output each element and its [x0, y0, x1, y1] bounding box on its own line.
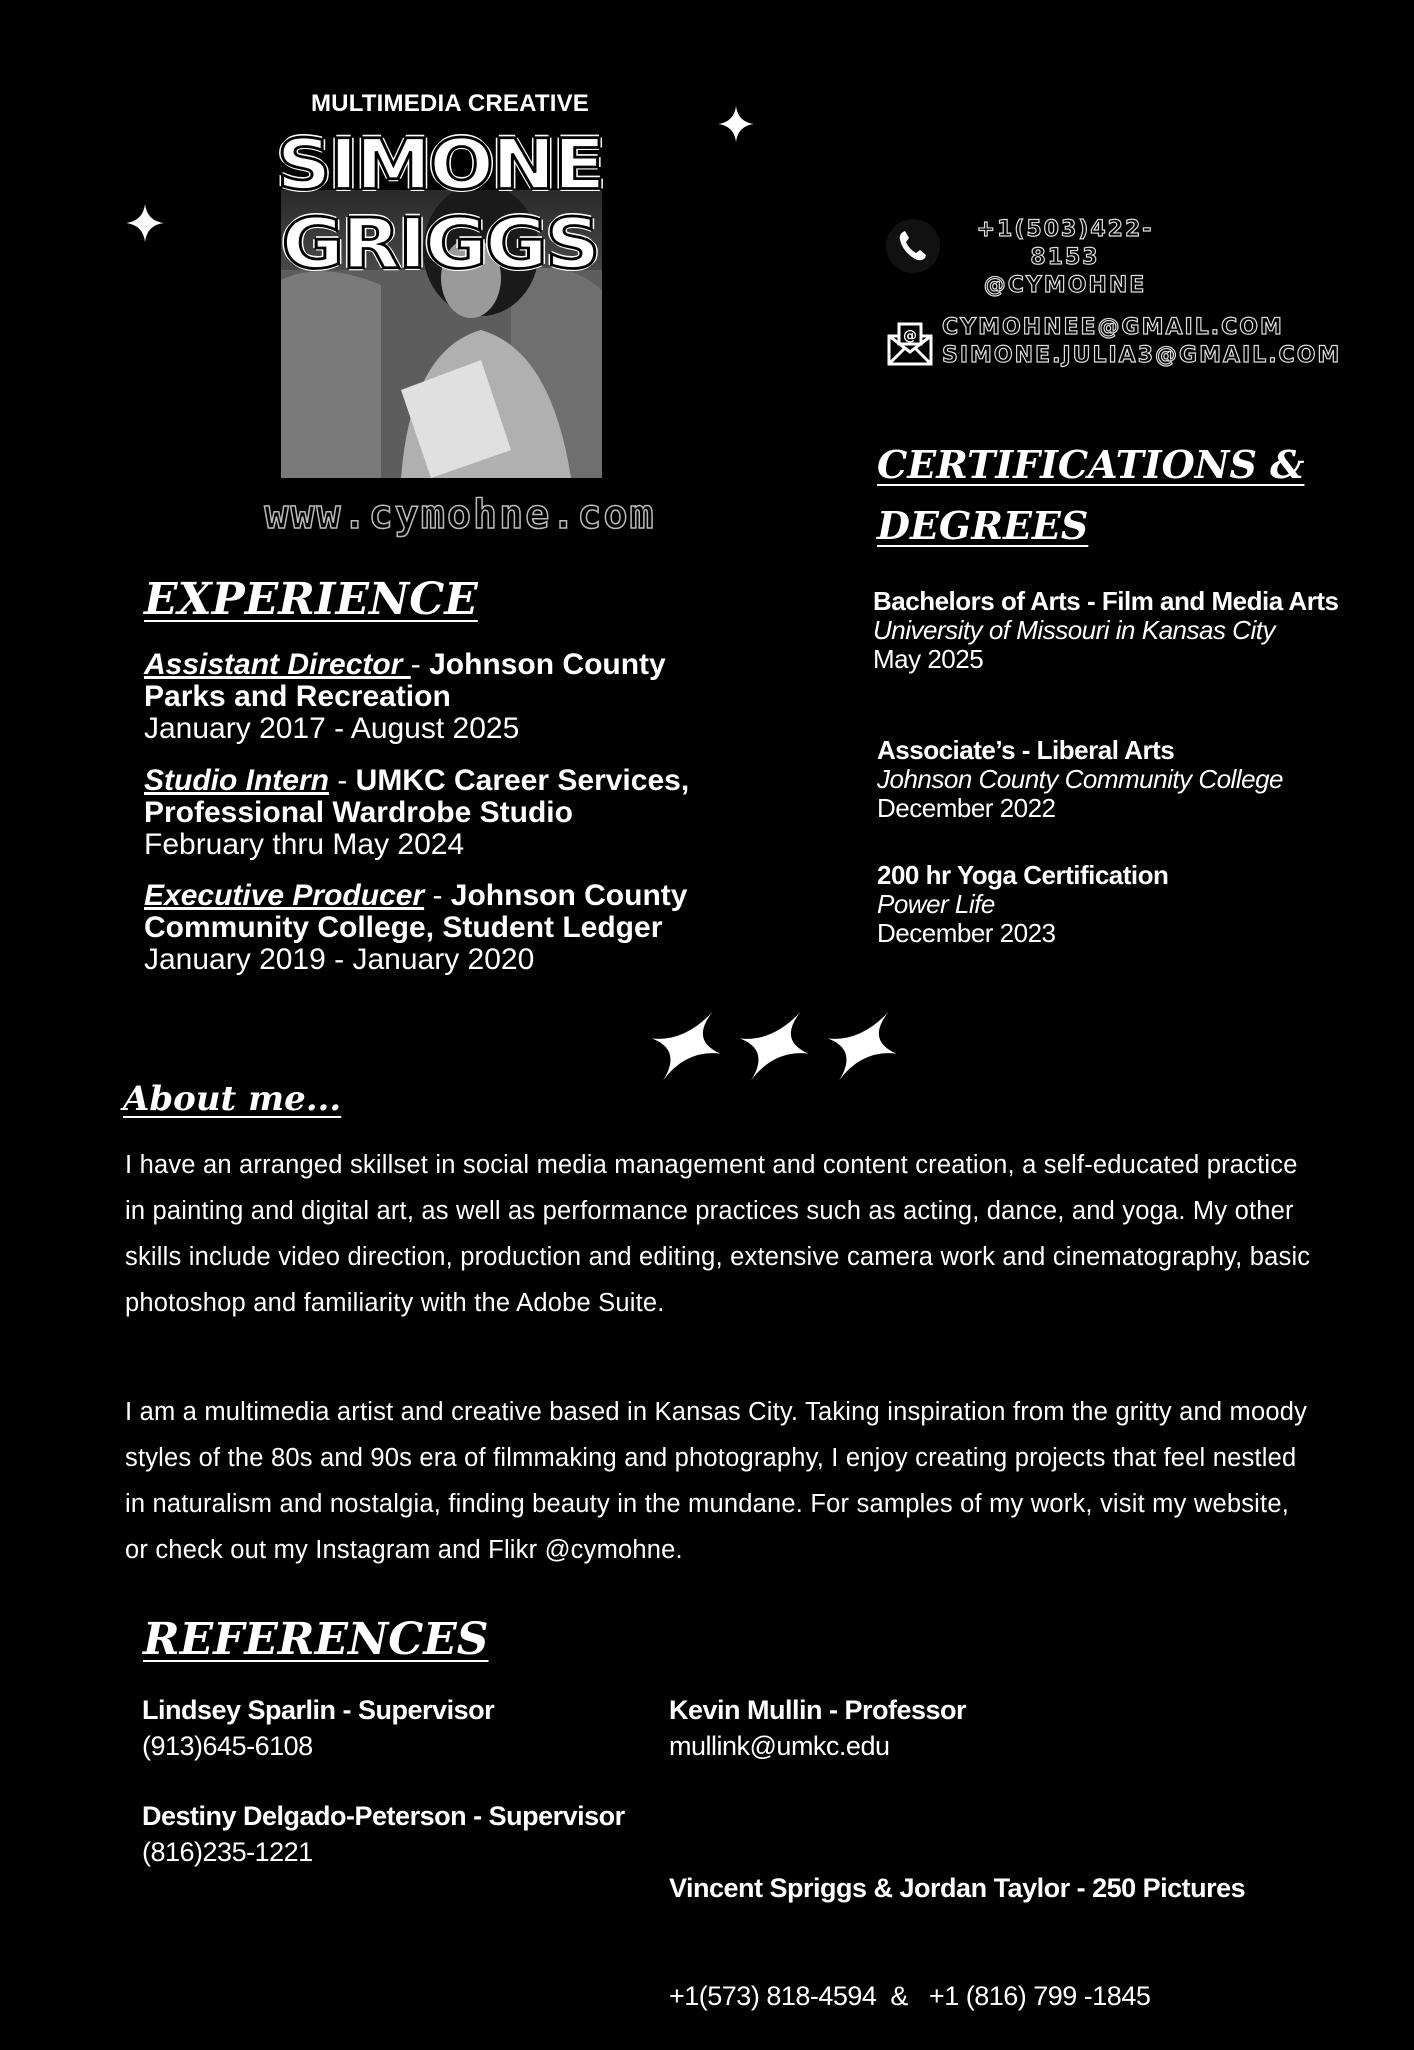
cert-date: December 2022 [877, 793, 1056, 823]
cert-date: December 2023 [877, 918, 1056, 948]
experience-date: January 2017 - August 2025 [144, 712, 520, 745]
phone-icon [885, 218, 941, 274]
experience-date: January 2019 - January 2020 [144, 943, 535, 976]
cert-item [873, 587, 1343, 674]
experience-org: Johnson County Community College, Student Ledger [144, 879, 688, 944]
email-icon [882, 316, 938, 372]
reference-contact[interactable]: (913)645-6108 [142, 1731, 313, 1761]
phone-value[interactable]: +1(503)422-8153 [976, 217, 1154, 270]
reference-item [669, 1692, 966, 1764]
experience-org: UMKC Career Services, Professional Wardrobe Studio [144, 764, 690, 829]
experience-heading: EXPERIENCE [144, 574, 478, 625]
experience-role: Studio Intern [144, 764, 329, 797]
reference-name: Lindsey Sparlin - Supervisor [142, 1695, 495, 1725]
cert-item [877, 861, 1347, 948]
svg-text:@: @ [903, 328, 917, 344]
experience-role: Executive Producer [144, 879, 425, 912]
email-secondary[interactable]: SIMONE.JULIA3@GMAIL.COM [942, 343, 1342, 368]
experience-item: Executive Producer - Johnson County Community College, Student Ledger January 2019 - January 2020 [144, 880, 744, 976]
reference-name: Vincent Spriggs & Jordan Taylor - 250 Pictures [669, 1873, 1246, 1903]
cert-institution: University of Missouri in Kansas City [873, 615, 1275, 645]
experience-item: Studio Intern - UMKC Career Services, Professional Wardrobe Studio February thru May 2024 [144, 765, 744, 861]
website-link[interactable]: www.cymohne.com [264, 492, 656, 538]
cert-title: Bachelors of Arts - Film and Media Arts [873, 586, 1339, 616]
phone-number[interactable] [950, 216, 1180, 300]
about-paragraph: I have an arranged skillset in social media management and content creation, a self-educated practice in painting and digital art, as well as performance practices such as acting, dance, and yoga. My other skills include video direction, production and editing, extensive camera work and cinematography, basic photoshop and familiarity with the Adobe Suite. [125, 1151, 1311, 1317]
social-handle[interactable]: @CYMOHNE [983, 273, 1147, 298]
cert-institution: Power Life [877, 889, 995, 919]
about-paragraph: I am a multimedia artist and creative based in Kansas City. Taking inspiration from the gritty and moody styles of the 80s and 90s era of filmmaking and photography, I enjoy creating projects that feel nestled in naturalism and nostalgia, finding beauty in the mundane. For samples of my work, visit my website, or check out my Instagram and Flikr @cymohne. [125, 1398, 1308, 1564]
experience-role: Assistant Director [144, 648, 411, 681]
experience-org: Johnson County Parks and Recreation [144, 648, 666, 713]
about-heading: About me... [123, 1079, 342, 1119]
sparkle-icon [824, 1008, 900, 1084]
sparkle-icon [736, 1008, 812, 1084]
experience-item: Assistant Director - Johnson County Parks and Recreation January 2017 - August 2025 [144, 649, 744, 745]
reference-contact[interactable]: +1(573) 818-4594 & +1 (816) 799 -1845 [669, 1981, 1151, 2011]
reference-contact[interactable]: (816)235-1221 [142, 1837, 313, 1867]
cert-title: 200 hr Yoga Certification [877, 860, 1169, 890]
reference-name: Destiny Delgado-Peterson - Supervisor [142, 1801, 625, 1831]
email-primary[interactable]: CYMOHNEE@GMAIL.COM [942, 315, 1284, 340]
references-heading: REFERENCES [143, 1614, 489, 1665]
reference-contact[interactable]: mullink@umkc.edu [669, 1731, 890, 1761]
certifications-heading: CERTIFICATIONS & DEGREES [877, 442, 1305, 548]
reference-item [142, 1798, 625, 1870]
email-block [942, 314, 1342, 370]
sparkle-icon [648, 1008, 724, 1084]
experience-date: February thru May 2024 [144, 828, 465, 861]
reference-item [142, 1692, 494, 1764]
cert-institution: Johnson County Community College [877, 764, 1283, 794]
reference-item [669, 1798, 1245, 2050]
cert-item [877, 736, 1347, 823]
name-title: SIMONE GRIGGS [276, 123, 604, 285]
cert-title: Associate’s - Liberal Arts [877, 735, 1175, 765]
reference-name: Kevin Mullin - Professor [669, 1695, 967, 1725]
cert-date: May 2025 [873, 644, 984, 674]
subtitle: MULTIMEDIA CREATIVE [310, 90, 589, 117]
